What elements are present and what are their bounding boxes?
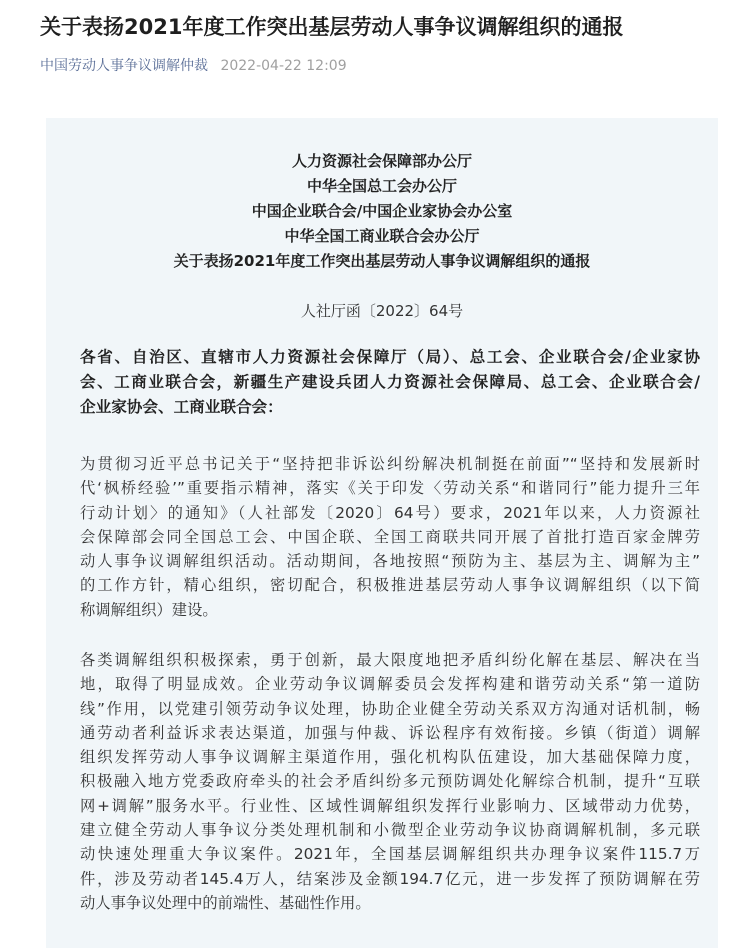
paragraph-line: 的工作方针，精心组织，密切配合，积极推进基层劳动人事争议调解组织（以下简	[80, 576, 700, 595]
paragraph-2	[80, 648, 700, 915]
paragraph-line: 件，涉及劳动者145.4万人，结案涉及金额194.7亿元，进一步发挥了预防调解在劳	[80, 869, 700, 888]
paragraph-line: 行动计划〉的通知》（人社部发〔2020〕64号）要求，2021年以来，人力资源社	[80, 503, 700, 522]
paragraph-line: 代‘枫桥经验’”重要指示精神，落实《关于印发〈劳动关系“和谐同行”能力提升三年	[80, 479, 700, 498]
source-account-link[interactable]: 中国劳动人事争议调解仲裁	[40, 58, 208, 74]
paragraph-line: 为贯彻习近平总书记关于“坚持把非诉讼纠纷解决机制挺在前面”“坚持和发展新时	[80, 455, 700, 473]
addressee-line: 企业家协会、工商业联合会：	[80, 398, 283, 416]
addressee-line: 会、工商业联合会，新疆生产建设兵团人力资源社会保障局、总工会、企业联合会/	[80, 373, 700, 391]
paragraph-line: 建立健全劳动人事争议分类处理机制和小微型企业劳动争议协商调解机制，多元联	[80, 821, 700, 840]
document-number: 人社厅函〔2022〕64号	[300, 302, 464, 320]
issuer-line: 中国企业联合会/中国企业家协会办公室	[251, 202, 513, 220]
paragraph-line: 通劳动者利益诉求表达渠道，加强与仲裁、诉讼程序有效衔接。乡镇（街道）调解	[80, 723, 700, 742]
article-title: 关于表扬2021年度工作突出基层劳动人事争议调解组织的通报	[40, 15, 624, 39]
paragraph-line: 网+调解”服务水平。行业性、区域性调解组织发挥行业影响力、区域带动力优势，	[80, 796, 700, 815]
addressee-line: 各省、自治区、直辖市人力资源社会保障厅（局）、总工会、企业联合会/企业家协	[80, 348, 700, 366]
paragraph-1	[80, 452, 700, 622]
paragraph-line: 地，取得了明显成效。企业劳动争议调解委员会发挥构建和谐劳动关系“第一道防	[80, 675, 700, 694]
paragraph-line: 组织发挥劳动人事争议调解主渠道作用，强化机构队伍建设，加大基础保障力度，	[80, 748, 700, 767]
document-title: 关于表扬2021年度工作突出基层劳动人事争议调解组织的通报	[173, 252, 591, 270]
document-body	[46, 118, 718, 948]
issuer-line: 中华全国工商业联合会办公厅	[284, 227, 480, 245]
paragraph-line: 会保障部会同全国总工会、中国企联、全国工商联共同开展了首批打造百家金牌劳	[80, 527, 700, 546]
paragraph-line: 动人事争议处理中的前端性、基础性作用。	[80, 893, 371, 912]
paragraph-line: 积极融入地方党委政府牵头的社会矛盾纠纷多元预防调处化解综合机制，提升“互联	[80, 772, 700, 791]
paragraph-line: 动人事争议调解组织活动。活动期间，各地按照“预防为主、基层为主、调解为主”	[80, 552, 700, 571]
issuer-line: 人力资源社会保障部办公厅	[291, 152, 472, 170]
paragraph-line: 动快速处理重大争议案件。2021年，全国基层调解组织共办理争议案件115.7万	[80, 845, 700, 864]
paragraph-line: 各类调解组织积极探索，勇于创新，最大限度地把矛盾纠纷化解在基层、解决在当	[80, 651, 700, 669]
publish-time: 2022-04-22 12:09	[220, 58, 347, 74]
paragraph-line: 线”作用，以党建引领劳动争议处理，协助企业健全劳动关系双方沟通对话机制，畅	[80, 699, 700, 718]
paragraph-line: 称调解组织）建设。	[80, 600, 218, 619]
issuer-line: 中华全国总工会办公厅	[306, 177, 457, 195]
article-meta	[40, 56, 347, 76]
addressee-block	[80, 345, 700, 420]
